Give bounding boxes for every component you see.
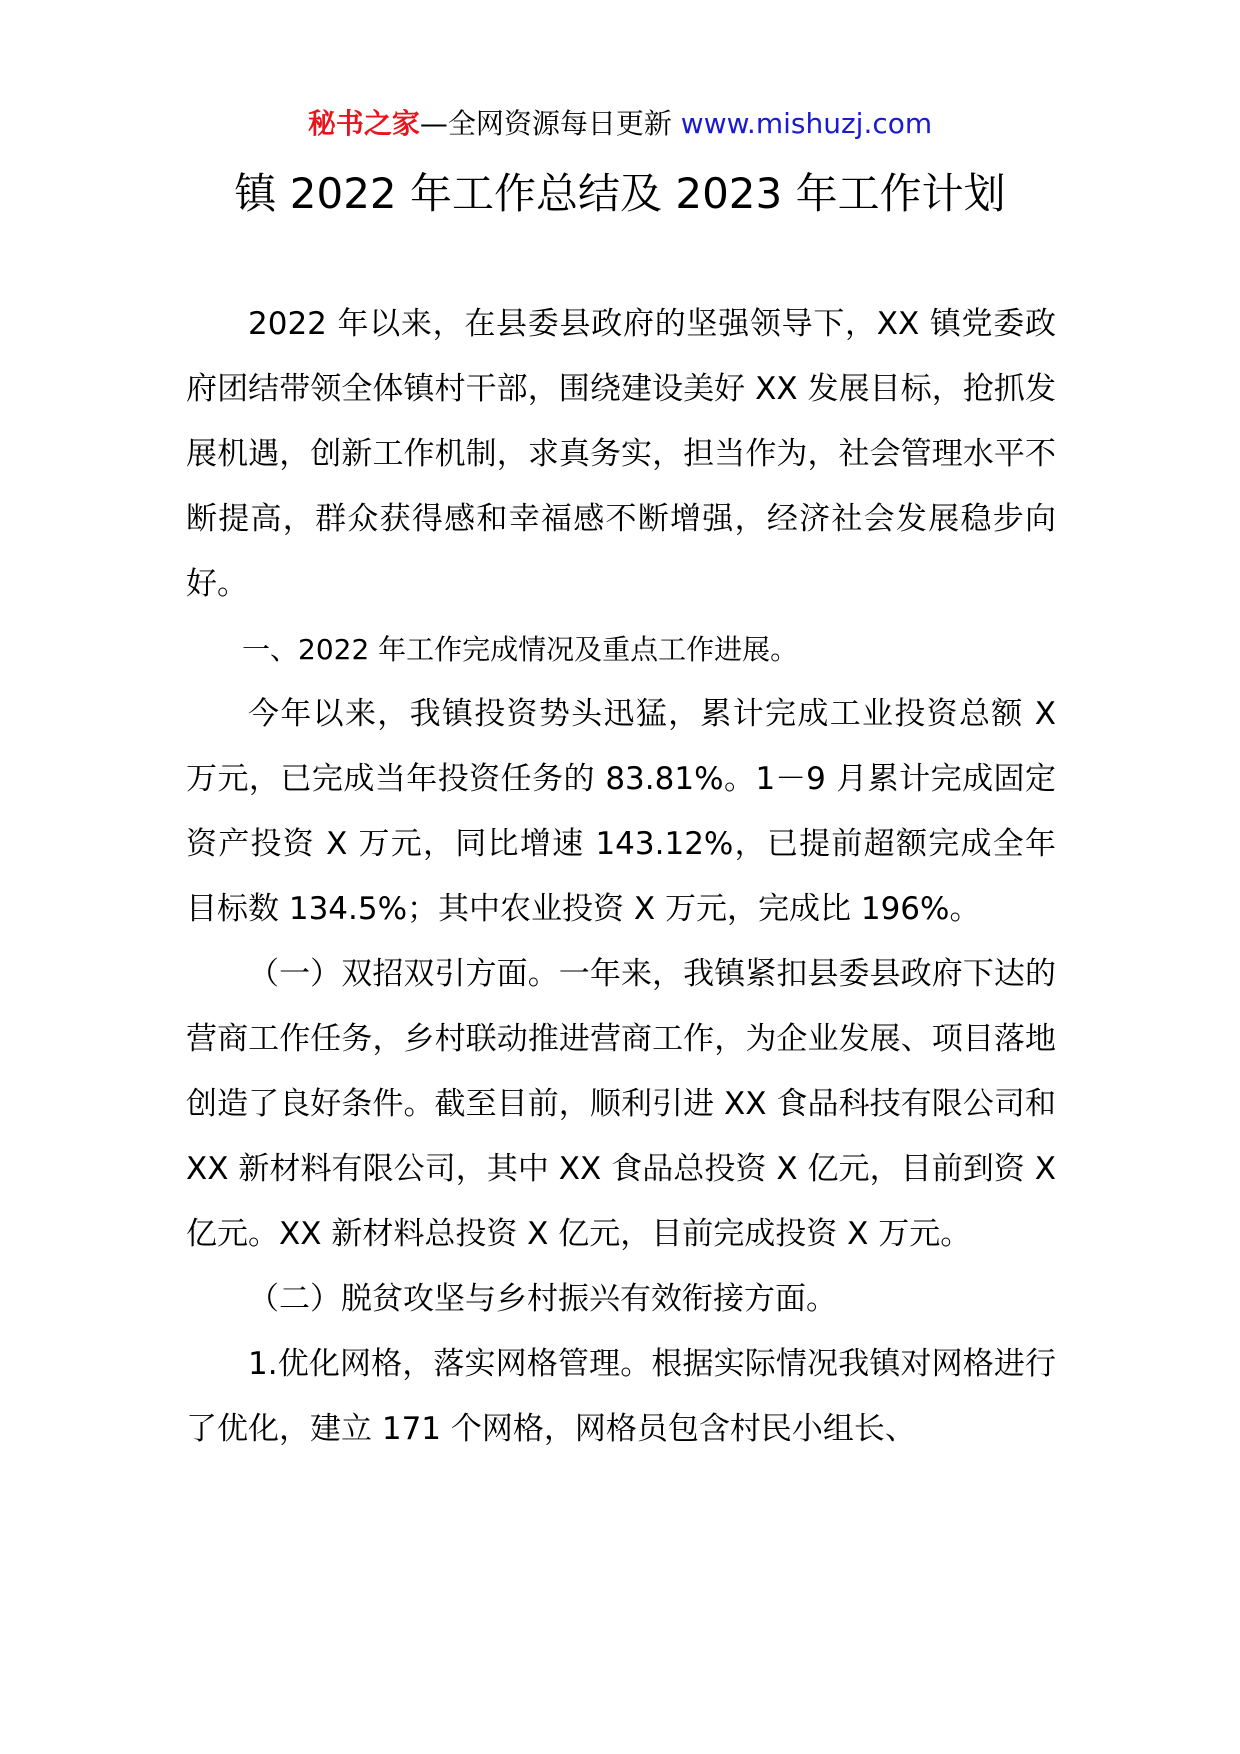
site-header (0, 104, 1240, 144)
paragraph-grid-management: 1.优化网格，落实网格管理。根据实际情况我镇对网格进行了优化，建立 171 个网格，网格员包含村民小组长、 (186, 1346, 1056, 1447)
document-title: 镇 2022 年工作总结及 2023 年工作计划 (234, 169, 1006, 218)
document-body (186, 292, 1056, 1462)
subsection-heading-2: （二）脱贫攻坚与乡村振兴有效衔接方面。 (248, 1281, 837, 1317)
brand-name: 秘书之家 (307, 107, 420, 140)
section-heading-1: 一、2022 年工作完成情况及重点工作进展。 (242, 633, 799, 666)
site-url-link[interactable]: www.mishuzj.com (680, 107, 933, 140)
paragraph-investment: 今年以来，我镇投资势头迅猛，累计完成工业投资总额 X 万元，已完成当年投资任务的 83.81%。1－9 月累计完成固定资产投资 X 万元，同比增速 143.12%，已提前超额完成全年目标数 134.5%；其中农业投资 X 万元，完成比 196%。 (186, 696, 1056, 927)
paragraph-investment-attraction: （一）双招双引方面。一年来，我镇紧扣县委县政府下达的营商工作任务，乡村联动推进营商工作，为企业发展、项目落地创造了良好条件。截至目前，顺利引进 XX 食品科技有限公司和 XX 新材料有限公司，其中 XX 食品总投资 X 亿元，目前到资 X 亿元。XX 新材料总投资 X 亿元，目前完成投资 X 万元。 (186, 956, 1056, 1252)
header-slogan: —全网资源每日更新 (419, 107, 672, 140)
paragraph-intro: 2022 年以来，在县委县政府的坚强领导下，XX 镇党委政府团结带领全体镇村干部，围绕建设美好 XX 发展目标，抢抓发展机遇，创新工作机制，求真务实，担当作为，社会管理水平不断提高，群众获得感和幸福感不断增强，经济社会发展稳步向好。 (186, 306, 1056, 602)
